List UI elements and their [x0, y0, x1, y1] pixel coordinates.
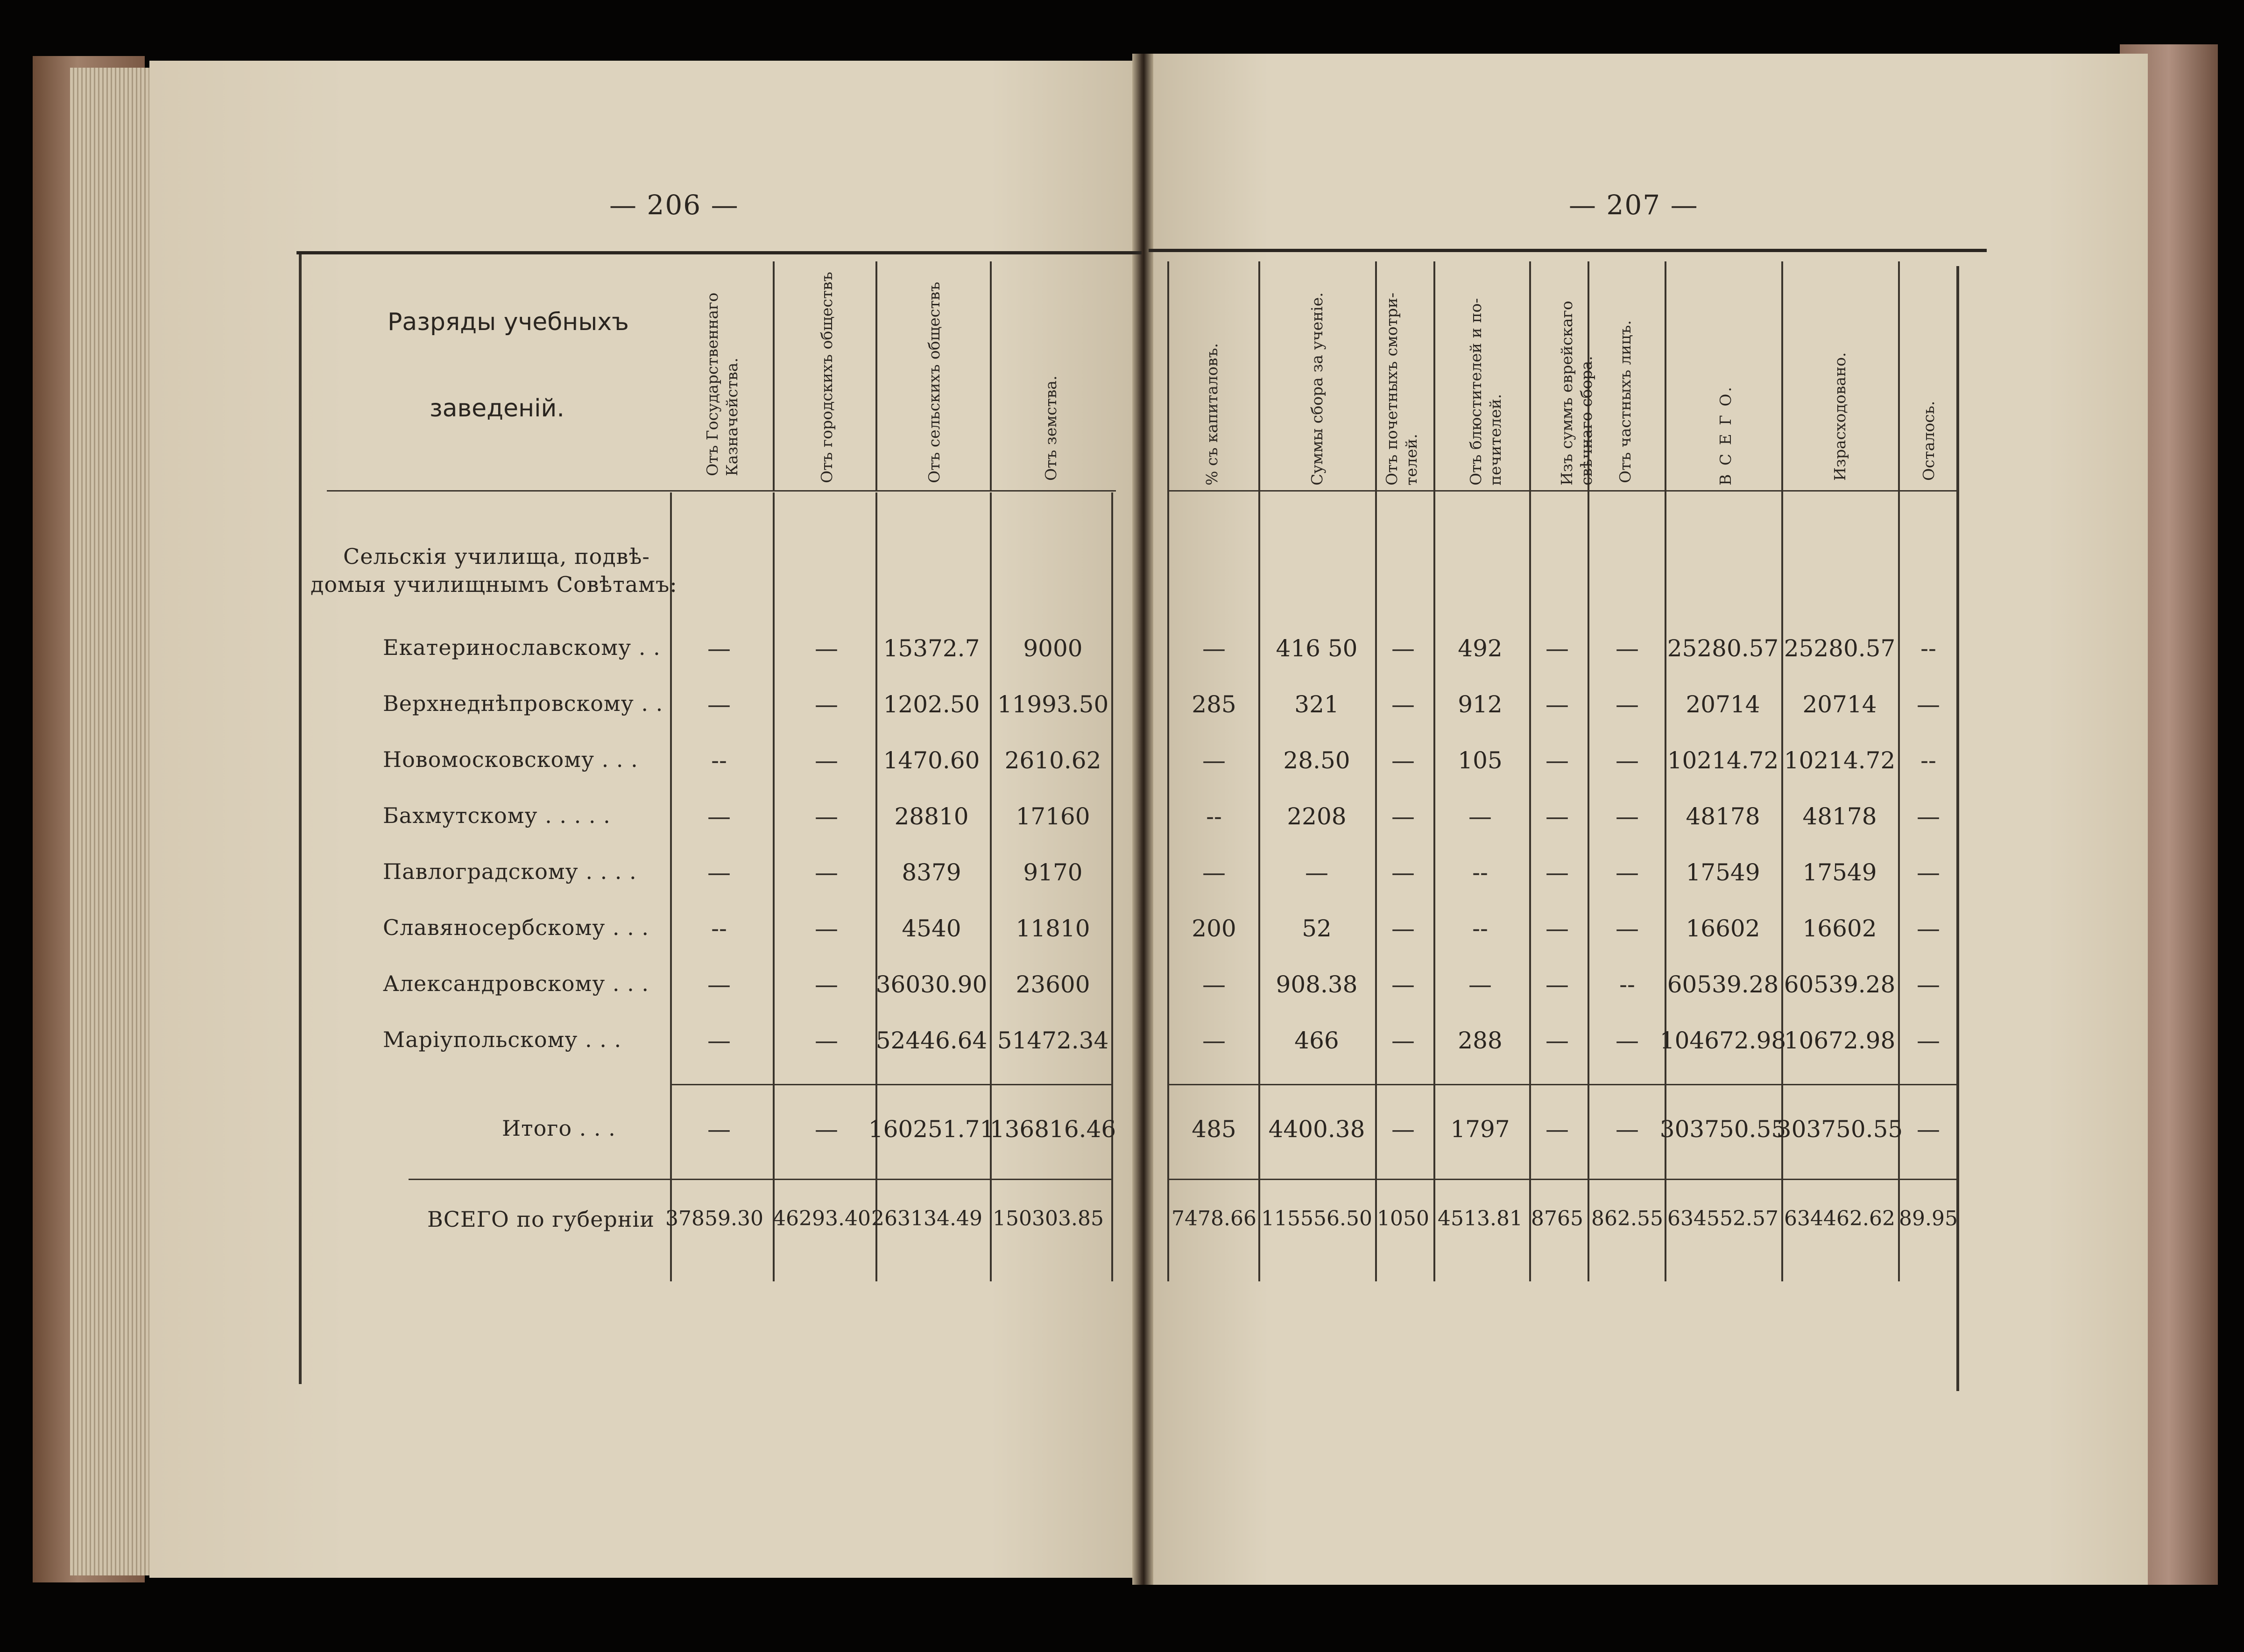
table-cell: —: [815, 803, 838, 830]
itogo-rule-right: [1167, 1084, 1956, 1085]
table-cell: 15372.7: [883, 635, 980, 662]
table-cell: --: [711, 915, 727, 942]
head-underline-left: [327, 490, 1116, 492]
table-cell: 10672.98: [1784, 1027, 1896, 1054]
vsego-cell: 4513.81: [1438, 1207, 1523, 1230]
table-cell: —: [707, 1027, 731, 1054]
table-cell: —: [1391, 635, 1415, 662]
col-divider-right-3: [1433, 261, 1435, 1281]
table-cell: 104672.98: [1659, 1027, 1786, 1054]
right-top-rule: [1149, 249, 1987, 252]
table-left-border: [299, 254, 302, 1384]
vsego-cell: 37859.30: [665, 1207, 763, 1230]
table-cell: --: [1472, 915, 1488, 942]
table-cell: --: [1472, 859, 1488, 886]
vsego-rule-left: [409, 1179, 1111, 1180]
table-cell: —: [1545, 747, 1569, 774]
table-cell: —: [1391, 747, 1415, 774]
vsego-cell: 263134.49: [871, 1207, 982, 1230]
itogo-cell: —: [1391, 1116, 1415, 1143]
header-title-line1: Разряды учебныхъ: [388, 308, 629, 336]
vsego-cell: 1050: [1377, 1207, 1429, 1230]
row-label: Екатеринославскому . .: [383, 635, 661, 660]
table-cell: —: [1917, 915, 1940, 942]
table-cell: —: [1917, 691, 1940, 718]
head-divider-left-1: [875, 261, 877, 490]
left-top-rule: [296, 251, 1142, 254]
table-cell: --: [711, 747, 727, 774]
table-cell: 48178: [1802, 803, 1877, 830]
table-cell: —: [1391, 1027, 1415, 1054]
itogo-cell: —: [815, 1116, 838, 1143]
table-cell: 11810: [1016, 915, 1090, 942]
table-cell: 285: [1192, 691, 1236, 718]
table-cell: —: [1391, 691, 1415, 718]
col-divider-left-2: [875, 492, 877, 1281]
table-cell: 52: [1302, 915, 1332, 942]
right-page-number: — 207 —: [1569, 189, 1699, 221]
table-cell: 60539.28: [1667, 971, 1779, 998]
table-cell: —: [815, 691, 838, 718]
table-cell: —: [707, 635, 731, 662]
col-divider-left-4: [1111, 492, 1113, 1281]
table-cell: --: [1920, 747, 1936, 774]
col-head-rural-societies: Отъ сельскихъ обществъ: [925, 281, 943, 483]
table-cell: —: [815, 747, 838, 774]
col-head-spent: Израсходовано.: [1831, 352, 1849, 481]
table-cell: 25280.57: [1784, 635, 1896, 662]
table-cell: —: [815, 635, 838, 662]
itogo-cell: 303750.55: [1776, 1116, 1903, 1143]
col-head-trustees: Отъ блюстителей и по-печителей.: [1467, 298, 1504, 485]
table-cell: —: [1616, 915, 1639, 942]
table-cell: —: [1917, 859, 1940, 886]
table-cell: 17160: [1016, 803, 1090, 830]
itogo-cell: —: [1917, 1116, 1940, 1143]
table-cell: 288: [1458, 1027, 1503, 1054]
col-head-state-treasury: Отъ Государственнаго Казначейства.: [703, 292, 741, 476]
table-cell: —: [815, 1027, 838, 1054]
itogo-cell: —: [707, 1116, 731, 1143]
table-cell: —: [1616, 635, 1639, 662]
table-cell: —: [815, 859, 838, 886]
table-cell: —: [1917, 1027, 1940, 1054]
col-head-honorary-supervisors: Отъ почетныхъ смотри-телей.: [1383, 292, 1420, 485]
table-cell: —: [815, 971, 838, 998]
table-cell: 1470.60: [883, 747, 980, 774]
vsego-label: ВСЕГО по губерніи: [427, 1207, 655, 1232]
table-cell: 23600: [1016, 971, 1090, 998]
table-cell: —: [1391, 803, 1415, 830]
vsego-rule-right: [1167, 1179, 1956, 1180]
table-cell: —: [1917, 971, 1940, 998]
table-cell: --: [1206, 803, 1222, 830]
table-cell: 912: [1458, 691, 1503, 718]
row-label: Бахмутскому . . . . .: [383, 803, 611, 828]
table-cell: --: [1920, 635, 1936, 662]
table-cell: 1202.50: [883, 691, 980, 718]
col-divider-left-1: [773, 492, 775, 1281]
vsego-cell: 634552.57: [1667, 1207, 1778, 1230]
table-cell: —: [707, 859, 731, 886]
itogo-cell: 4400.38: [1268, 1116, 1365, 1143]
table-cell: 17549: [1686, 859, 1760, 886]
table-cell: —: [1202, 635, 1226, 662]
table-cell: 2610.62: [1004, 747, 1101, 774]
itogo-cell: 136816.46: [989, 1116, 1116, 1143]
table-cell: —: [1202, 1027, 1226, 1054]
itogo-cell: —: [1616, 1116, 1639, 1143]
vsego-cell: 150303.85: [993, 1207, 1104, 1230]
col-head-private-persons: Отъ частныхъ лицъ.: [1616, 320, 1634, 483]
row-label: Верхнеднѣпровскому . .: [383, 691, 663, 716]
vsego-cell: 89.95: [1899, 1207, 1958, 1230]
table-cell: —: [1917, 803, 1940, 830]
table-cell: —: [707, 803, 731, 830]
table-cell: —: [1616, 803, 1639, 830]
itogo-cell: 1797: [1450, 1116, 1510, 1143]
table-cell: 8379: [902, 859, 961, 886]
row-label: Маріупольскому . . .: [383, 1027, 622, 1052]
table-cell: 20714: [1686, 691, 1760, 718]
itogo-cell: 303750.55: [1659, 1116, 1786, 1143]
col-divider-right-0: [1167, 261, 1169, 1281]
col-head-tuition: Суммы сбора за ученіе.: [1308, 292, 1326, 485]
col-divider-right-2: [1375, 261, 1377, 1281]
header-title-line2: заведеній.: [430, 394, 565, 422]
table-cell: 60539.28: [1784, 971, 1896, 998]
table-cell: —: [1616, 859, 1639, 886]
table-cell: —: [1616, 747, 1639, 774]
table-cell: —: [1202, 747, 1226, 774]
row-label: Александровскому . . .: [383, 971, 649, 996]
table-cell: 200: [1192, 915, 1236, 942]
table-cell: —: [1202, 971, 1226, 998]
col-head-remaining: Осталось.: [1919, 401, 1938, 481]
table-cell: 10214.72: [1784, 747, 1896, 774]
page-edges: [70, 68, 159, 1575]
table-cell: 466: [1294, 1027, 1339, 1054]
head-divider-left-0: [773, 261, 775, 490]
table-cell: —: [1545, 859, 1569, 886]
head-underline-right: [1167, 490, 1956, 492]
section-title-line2: домыя училищнымъ Совѣтамъ:: [310, 572, 677, 597]
vsego-cell: 46293.40: [773, 1207, 871, 1230]
row-label: Павлоградскому . . . .: [383, 859, 637, 884]
table-cell: 2208: [1287, 803, 1347, 830]
col-head-city-societies: Отъ городскихъ обществъ: [818, 272, 836, 483]
table-cell: 52446.64: [875, 1027, 988, 1054]
table-cell: 20714: [1802, 691, 1877, 718]
table-cell: 25280.57: [1667, 635, 1779, 662]
table-cell: 48178: [1686, 803, 1760, 830]
table-cell: —: [707, 691, 731, 718]
table-cell: 16602: [1802, 915, 1877, 942]
row-label: Славяносербскому . . .: [383, 915, 649, 940]
table-cell: 16602: [1686, 915, 1760, 942]
table-cell: 10214.72: [1667, 747, 1779, 774]
table-cell: —: [1545, 915, 1569, 942]
table-cell: —: [1545, 971, 1569, 998]
table-cell: —: [1391, 915, 1415, 942]
table-cell: —: [815, 915, 838, 942]
table-cell: —: [1468, 971, 1492, 998]
table-cell: —: [1305, 859, 1328, 886]
itogo-cell: 485: [1192, 1116, 1236, 1143]
col-head-zemstvo: Отъ земства.: [1042, 375, 1060, 481]
col-head-jewish-candle-tax: Изъ суммъ еврейскаго свѣчнаго сбора.: [1558, 301, 1595, 485]
col-head-capital-interest: % съ капиталовъ.: [1203, 343, 1221, 485]
table-cell: 28.50: [1283, 747, 1350, 774]
col-divider-left-3: [990, 492, 992, 1281]
table-cell: —: [1391, 859, 1415, 886]
table-cell: —: [1545, 1027, 1569, 1054]
section-title-line1: Сельскія училища, подвѣ-: [343, 544, 650, 569]
itogo-label: Итого . . .: [502, 1116, 616, 1141]
table-cell: 51472.34: [997, 1027, 1109, 1054]
table-cell: 36030.90: [875, 971, 988, 998]
vsego-cell: 862.55: [1591, 1207, 1663, 1230]
row-label: Новомосковскому . . .: [383, 747, 638, 772]
table-cell: 416 50: [1276, 635, 1358, 662]
itogo-cell: —: [1545, 1116, 1569, 1143]
table-cell: --: [1619, 971, 1635, 998]
table-cell: —: [1202, 859, 1226, 886]
table-cell: —: [1616, 1027, 1639, 1054]
table-cell: 11993.50: [997, 691, 1109, 718]
table-cell: —: [707, 971, 731, 998]
itogo-rule-left: [670, 1084, 1111, 1085]
table-cell: —: [1545, 635, 1569, 662]
col-head-total: В С Е Г О.: [1716, 385, 1735, 485]
table-cell: 9000: [1023, 635, 1083, 662]
table-cell: 17549: [1802, 859, 1877, 886]
table-cell: —: [1391, 971, 1415, 998]
vsego-cell: 634462.62: [1784, 1207, 1895, 1230]
table-cell: —: [1545, 803, 1569, 830]
table-cell: —: [1468, 803, 1492, 830]
left-page-number: — 206 —: [609, 189, 739, 221]
col-divider-right-1: [1258, 261, 1260, 1281]
table-cell: 492: [1458, 635, 1503, 662]
vsego-cell: 8765: [1531, 1207, 1583, 1230]
col-divider-left-0: [670, 492, 672, 1281]
col-divider-right-4: [1529, 261, 1531, 1281]
table-cell: 9170: [1023, 859, 1083, 886]
table-cell: —: [1616, 691, 1639, 718]
table-cell: 321: [1294, 691, 1339, 718]
vsego-cell: 7478.66: [1171, 1207, 1256, 1230]
table-cell: 908.38: [1276, 971, 1358, 998]
head-divider-left-2: [990, 261, 992, 490]
table-cell: 105: [1458, 747, 1503, 774]
itogo-cell: 160251.71: [868, 1116, 995, 1143]
book-gutter: [1132, 54, 1153, 1585]
table-cell: 4540: [902, 915, 961, 942]
vsego-cell: 115556.50: [1261, 1207, 1372, 1230]
table-cell: 28810: [894, 803, 969, 830]
table-cell: —: [1545, 691, 1569, 718]
